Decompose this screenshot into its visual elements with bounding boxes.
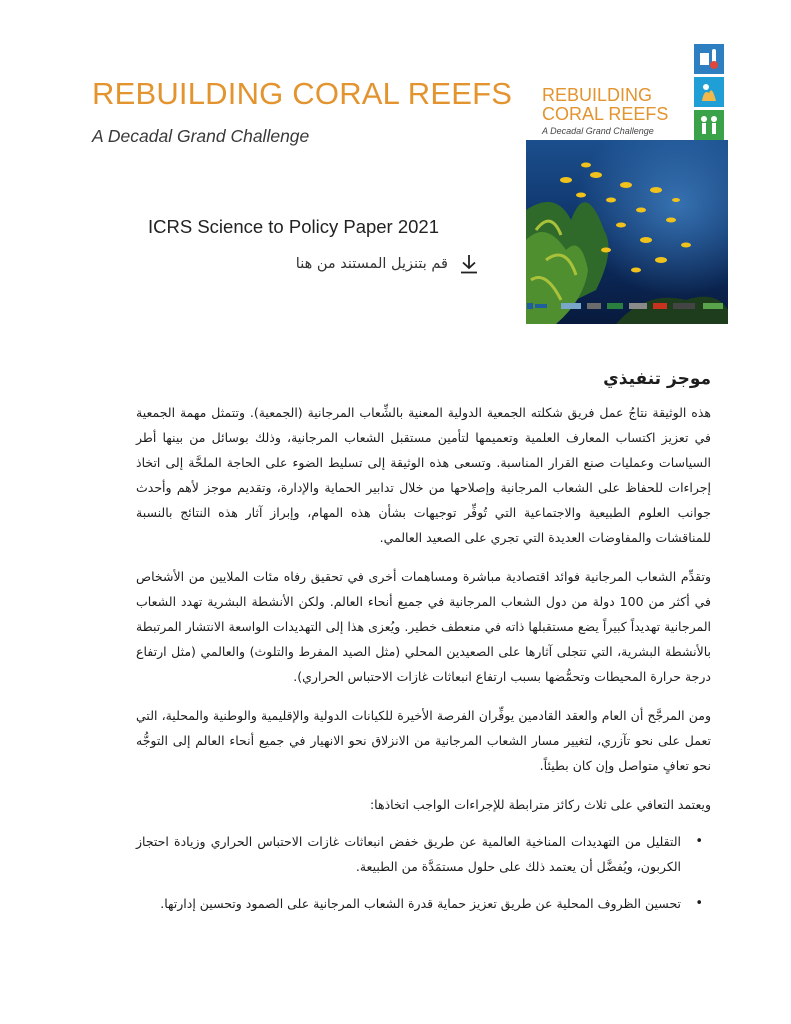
executive-summary [136,366,711,928]
pillars-intro: ويعتمد التعافي على ثلاث ركائز مترابطة للإجراءات الواجب اتخاذها: [369,797,711,812]
cover-subtitle: A Decadal Grand Challenge [542,126,654,136]
people-action-icon [694,110,724,140]
coral-reef-photo [526,140,728,324]
download-link[interactable] [270,251,478,277]
cover-title-line2: CORAL REEFS [542,104,669,124]
summary-paragraph-1: هذه الوثيقة نتاجُ عمل فريق شكلته الجمعية الدولية المعنية بالشِّعاب المرجانية (الجمعية). وتتمثل مهمة الجمعية في تعزيز اكتساب المعارف العلمية وتعميمها لتأمين مستقبل الشعاب المرجانية، وذلك بوسائل من بينها أطر السياسات وعمليات صنع القرار المناسبة. وتسعى هذه الوثيقة إلى تسليط الضوء على الحاجة الملحَّة إلى اتخاذ إجراءات للحفاظ على الشعاب المرجانية وإصلاحها من خلال تدابير الحماية والإدارة، وتقديم موجز لأهم وأحدث جوانب العلوم الطبيعية والاجتماعية التي تُوفِّر توجيهات بشأن هذه المهام، وإبراز آثار هذه النتائج بالنسبة للمناقشات والمفاوضات العديدة التي تجري على الصعيد العالمي. [136,405,711,545]
download-link-label: قم بتنزيل المستند من هنا [295,256,448,272]
list-item: • التقليل من التهديدات المناخية العالمية عن طريق خفض انبعاثات غازات الاحتباس الحراري وزيادة احتجاز الكربون، ويُفضَّل أن يعتمد ذلك على حلول مستمَدَّة من الطبيعة. [136,829,711,879]
cover-caption: ICRS Science to Policy Paper 2021 [531,327,610,333]
partner-logos [525,300,730,312]
cover-icon-column [694,44,724,140]
summary-paragraph-3: ومن المرجَّح أن العام والعقد القادمين يوفِّران الفرصة الأخيرة للكيانات الدولية والإقليمية والوطنية والمحلية، التي تعمل على نحو تآزري، لتغيير مسار الشعاب المرجانية من الانزلاق نحو الانهيار في جميع أنحاء العالم إلى التوجُّه نحو تعافٍ متواصل وإن كان بطيئاً. [136,708,711,773]
paper-label: ICRS Science to Policy Paper 2021 [148,216,440,237]
coral-reef-icon [694,77,724,107]
page-title: REBUILDING CORAL REEFS [92,76,513,111]
section-heading: موجز تنفيذي [603,369,711,389]
page-subtitle: A Decadal Grand Challenge [92,126,310,146]
pillars-list [136,829,711,916]
list-item: • تحسين الظروف المحلية عن طريق تعزيز حماية قدرة الشعاب المرجانية على الصمود وتحسين إدارتها. [136,891,711,916]
cover-title-line1: REBUILDING [542,85,653,105]
summary-paragraph-2: وتقدِّم الشعاب المرجانية فوائد اقتصادية مباشرة ومساهمات أخرى في تحقيق رفاه مئات الملايين من الأشخاص في أكثر من 100 دولة من دول الشعاب المرجانية في جميع أنحاء العالم. ولكن الأنشطة البشرية تهدد الشعاب المرجانية تهديداً كبيراً يضع مستقبلها ذاته في منعطف خطير. ويُعزى هذا إلى التهديدات الواسعة الانتشار المرتبطة بالأنشطة البشرية، التي تتجلى آثارها على الصعيدين المحلي (مثل الصيد المفرط والتلوث) والعالمي (مثل ارتفاع درجة حرارة المحيطات وتحمُّضها بسبب ارتفاع انبعاثات غازات الاحتباس الحراري). [136,569,711,684]
report-cover[interactable] [531,40,728,333]
download-icon [460,254,478,274]
climate-thermometer-icon [694,44,724,74]
